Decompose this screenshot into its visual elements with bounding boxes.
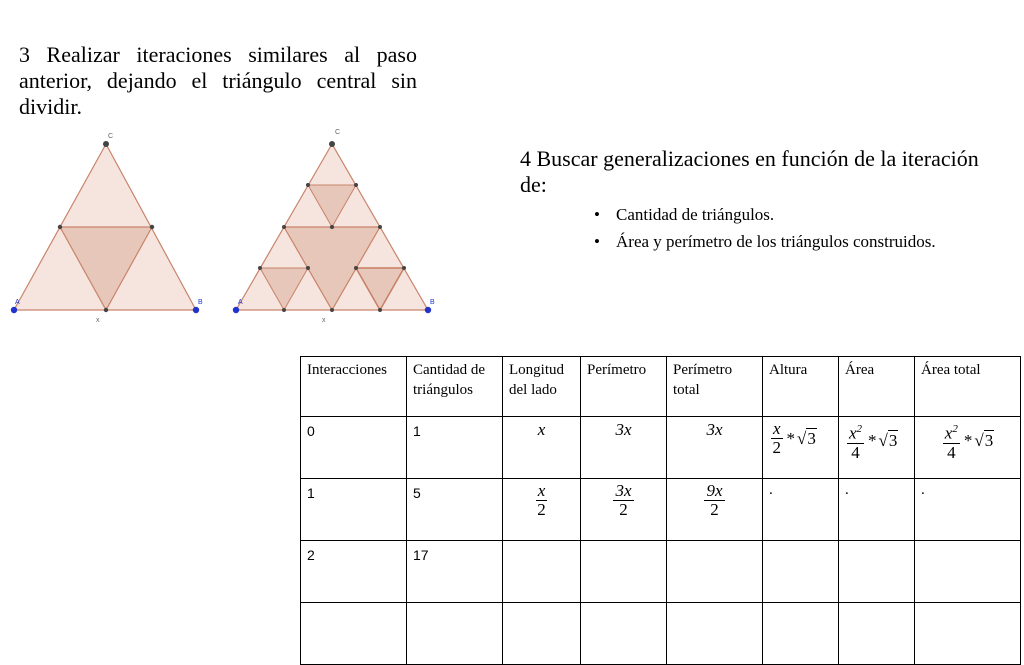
cell-count: 5 — [407, 479, 503, 541]
label-a: A — [15, 299, 20, 306]
cell-area-total: $\frac{x^2}{4}$ * √3 — [915, 417, 1021, 479]
cell-perimeter-total: $\frac{9x}{2}$ — [667, 479, 763, 541]
step-4-text: 4 Buscar generalizaciones en función de la iteración de: — [520, 146, 979, 197]
bullet-icon: • — [594, 232, 600, 251]
cell-height: $\frac{x}{2}$ * √3 — [763, 417, 839, 479]
label-x: x — [322, 317, 326, 324]
vertex-a-point — [11, 307, 17, 313]
bullet-icon: • — [594, 205, 600, 224]
cell-area: $\frac{x^2}{4}$ * √3 — [839, 417, 915, 479]
table-row — [301, 603, 1021, 665]
label-c: C — [108, 133, 114, 140]
header-iterations: Interacciones — [301, 357, 407, 417]
header-height: Altura — [763, 357, 839, 417]
cell-iteration: 0 — [301, 417, 407, 479]
cell-height: . — [763, 479, 839, 541]
cell-iteration — [301, 603, 407, 665]
table-header-row — [301, 357, 1021, 417]
cell-side: x — [503, 417, 581, 479]
cell-perimeter: $\frac{3x}{2}$ — [581, 479, 667, 541]
cell-count: 17 — [407, 541, 503, 603]
label-c: C — [335, 129, 341, 136]
cell-perimeter-total — [667, 541, 763, 603]
iterations-table — [300, 356, 1021, 665]
header-perimeter: Perímetro — [581, 357, 667, 417]
label-b: B — [430, 299, 435, 306]
header-area-total: Área total — [915, 357, 1021, 417]
cell-area — [839, 541, 915, 603]
midpoint — [150, 225, 154, 229]
midpoint — [104, 308, 108, 312]
cell-area-total: . — [915, 479, 1021, 541]
sierpinski-figure-iteration-2 — [228, 128, 440, 328]
vertex-b-point — [425, 307, 431, 313]
cell-count: 1 — [407, 417, 503, 479]
label-x: x — [96, 317, 100, 324]
table-row — [301, 541, 1021, 603]
vertex-c-point — [103, 141, 109, 147]
label-b: B — [198, 299, 203, 306]
label-a: A — [238, 299, 243, 306]
header-side: Longitud del lado — [503, 357, 581, 417]
sierpinski-figure-iteration-1 — [8, 128, 212, 328]
list-item: • Área y perímetro de los triángulos construidos. — [594, 232, 936, 251]
table-row — [301, 479, 1021, 541]
generalization-list — [594, 204, 974, 258]
vertex-c-point — [329, 141, 335, 147]
header-area: Área — [839, 357, 915, 417]
cell-side: $\frac{x}{2}$ — [503, 479, 581, 541]
step-3-text: 3 Realizar iteraciones similares al paso anterior, dejando el triángulo central sin dividir. — [19, 42, 417, 119]
cell-area: . — [839, 479, 915, 541]
midpoint — [58, 225, 62, 229]
list-item: • Cantidad de triángulos. — [594, 205, 775, 224]
cell-perimeter — [581, 541, 667, 603]
cell-height — [763, 541, 839, 603]
cell-perimeter-total: 3x — [667, 417, 763, 479]
cell-perimeter: 3x — [581, 417, 667, 479]
header-count: Cantidad de triángulos — [407, 357, 503, 417]
cell-iteration: 2 — [301, 541, 407, 603]
cell-side — [503, 541, 581, 603]
cell-iteration: 1 — [301, 479, 407, 541]
vertex-a-point — [233, 307, 239, 313]
table-row — [301, 417, 1021, 479]
cell-area-total — [915, 541, 1021, 603]
header-perimeter-total: Perímetro total — [667, 357, 763, 417]
vertex-b-point — [193, 307, 199, 313]
